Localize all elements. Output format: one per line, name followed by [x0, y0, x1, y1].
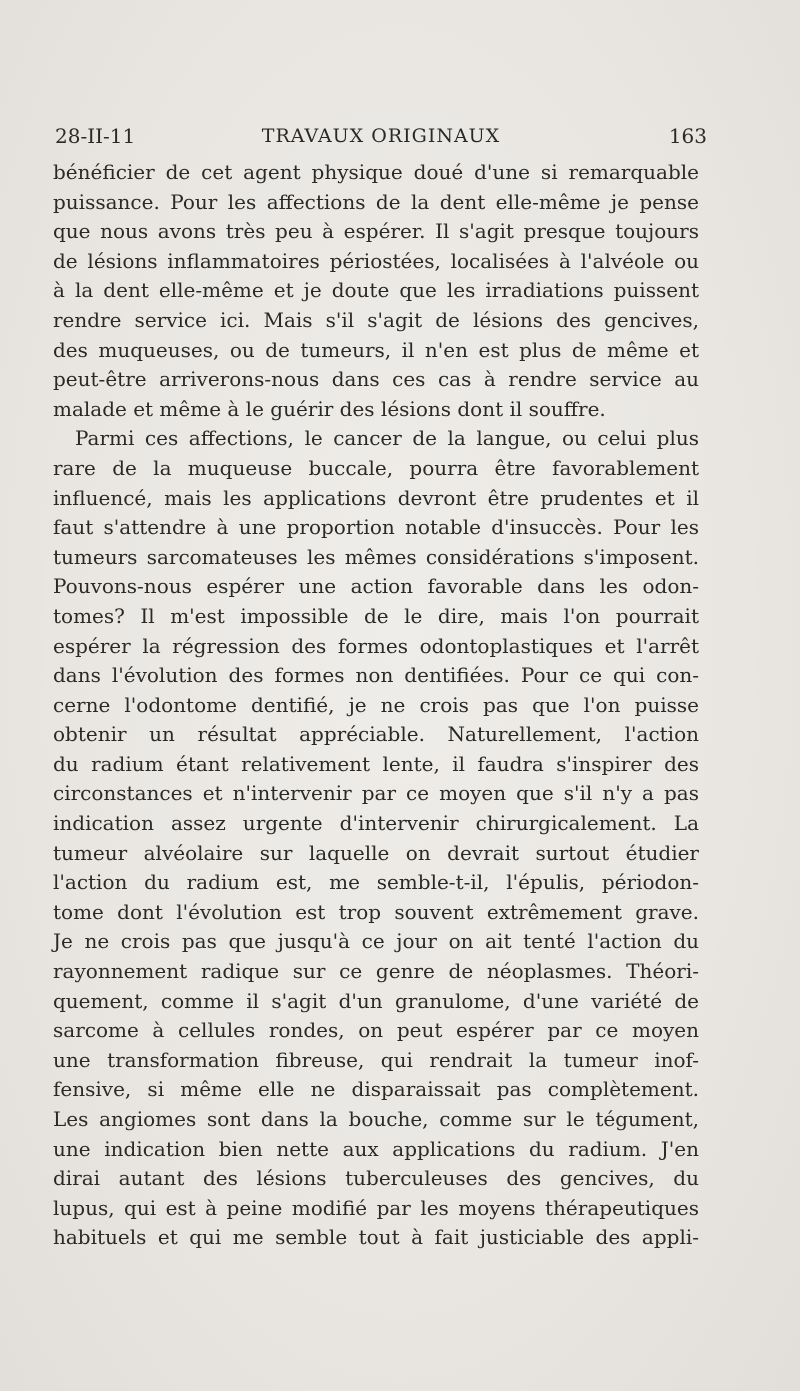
- text-line: lupus, qui est à peine modifié par les moyens thérapeutiques: [53, 1195, 699, 1220]
- text-line: dirai autant des lésions tuberculeuses des gencives, du: [53, 1166, 699, 1191]
- running-header: [55, 121, 707, 151]
- text-line: puissance. Pour les affections de la dent elle-même je pense: [53, 189, 699, 214]
- text-line: des muqueuses, ou de tumeurs, il n'en est plus de même et: [53, 337, 699, 362]
- text-line: à la dent elle-même et je doute que les irradiations puissent: [53, 278, 699, 303]
- text-line: sarcome à cellules rondes, on peut espérer par ce moyen: [53, 1018, 699, 1043]
- text-line: influencé, mais les applications devront être prudentes et il: [53, 485, 699, 510]
- text-line: rayonnement radique sur ce genre de néoplasmes. Théori-: [53, 959, 699, 984]
- page-number: 163: [668, 124, 707, 148]
- text-line: du radium étant relativement lente, il faudra s'inspirer des: [53, 751, 699, 776]
- text-line: bénéficier de cet agent physique doué d'une si remarquable: [53, 160, 699, 184]
- running-title: TRAVAUX ORIGINAUX: [261, 125, 501, 147]
- text-line: Je ne crois pas que jusqu'à ce jour on ait tenté l'action du: [53, 929, 699, 954]
- text-line: obtenir un résultat appréciable. Naturellement, l'action: [53, 722, 699, 747]
- text-line: Pouvons-nous espérer une action favorable dans les odon-: [53, 574, 699, 599]
- text-line: indication assez urgente d'intervenir chirurgicalement. La: [53, 811, 699, 836]
- text-line: une transformation fibreuse, qui rendrait la tumeur inof-: [53, 1047, 699, 1072]
- text-line: que nous avons très peu à espérer. Il s'agit presque toujours: [53, 219, 699, 244]
- text-line: rare de la muqueuse buccale, pourra être favorablement: [53, 455, 699, 480]
- text-line: tumeur alvéolaire sur laquelle on devrait surtout étudier: [53, 840, 699, 865]
- text-line: rendre service ici. Mais s'il s'agit de lésions des gencives,: [53, 307, 699, 332]
- text-line: faut s'attendre à une proportion notable d'insuccès. Pour les: [53, 515, 699, 540]
- text-line: habituels et qui me semble tout à fait justiciable des appli-: [53, 1225, 699, 1250]
- text-line: espérer la régression des formes odontoplastiques et l'arrêt: [53, 633, 699, 658]
- text-line: tomes? Il m'est impossible de le dire, mais l'on pourrait: [53, 603, 699, 628]
- text-line: une indication bien nette aux applications du radium. J'en: [53, 1136, 699, 1161]
- text-line: dans l'évolution des formes non dentifiées. Pour ce qui con-: [53, 663, 699, 688]
- text-line: peut-être arriverons-nous dans ces cas à rendre service au: [53, 367, 699, 392]
- text-line: tome dont l'évolution est trop souvent extrêmement grave.: [53, 899, 699, 924]
- text-line: fensive, si même elle ne disparaissait pas complètement.: [53, 1077, 699, 1102]
- text-line: Les angiomes sont dans la bouche, comme sur le tégument,: [53, 1107, 699, 1131]
- text-line: malade et même à le guérir des lésions dont il souffre.: [53, 396, 606, 421]
- text-line: circonstances et n'intervenir par ce moyen que s'il n'y a pas: [53, 781, 699, 806]
- text-line: quement, comme il s'agit d'un granulome, d'une variété de: [53, 988, 699, 1013]
- text-line: cerne l'odontome dentifié, je ne crois pas que l'on puisse: [53, 692, 699, 717]
- text-line: tumeurs sarcomateuses les mêmes considérations s'imposent.: [53, 544, 699, 569]
- body-text: [53, 158, 699, 1253]
- issue-date: 28-II-11: [55, 124, 136, 148]
- text-line: l'action du radium est, me semble-t-il, l'épulis, périodon-: [53, 870, 699, 895]
- text-line: de lésions inflammatoires périostées, localisées à l'alvéole ou: [53, 248, 699, 273]
- text-line: Parmi ces affections, le cancer de la langue, ou celui plus: [75, 426, 699, 451]
